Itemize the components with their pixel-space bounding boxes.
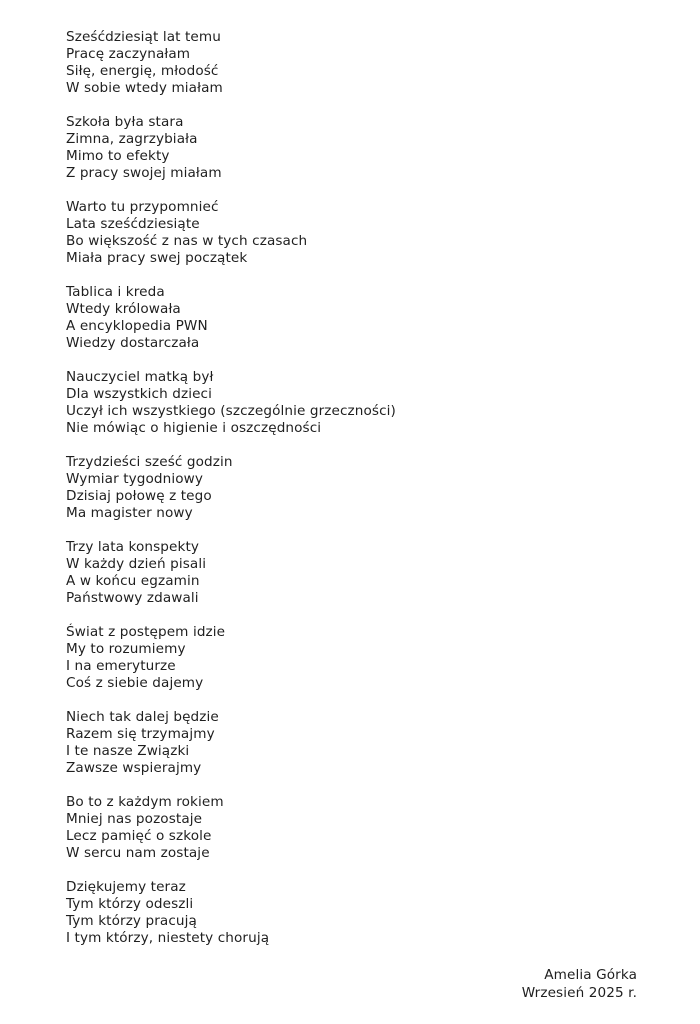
- poem-line: Wiedzy dostarczała: [66, 335, 200, 351]
- poem-line: Miała pracy swej początek: [66, 250, 248, 266]
- poem-line: Nie mówiąc o higienie i oszczędności: [66, 420, 322, 436]
- poem-line: Siłę, energię, młodość: [66, 63, 219, 79]
- poem-line: Lata sześćdziesiąte: [66, 216, 200, 232]
- poem-line: Tym którzy odeszli: [66, 896, 194, 912]
- poem-line: Lecz pamięć o szkole: [66, 828, 212, 844]
- poem-line: Uczył ich wszystkiego (szczególnie grzeczności): [66, 403, 396, 419]
- poem-line: Warto tu przypomnieć: [66, 199, 219, 215]
- poem-line: Mimo to efekty: [66, 148, 170, 164]
- author-name: Amelia Górka: [544, 967, 637, 983]
- signature-block: [522, 966, 637, 1002]
- poem-line: W sercu nam zostaje: [66, 845, 210, 861]
- stanza: [66, 369, 626, 437]
- poem-line: Tym którzy pracują: [66, 913, 197, 929]
- stanza: [66, 114, 626, 182]
- poem-line: Razem się trzymajmy: [66, 726, 215, 742]
- stanza: [66, 29, 626, 97]
- poem-line: I tym którzy, niestety chorują: [66, 930, 270, 946]
- stanza: [66, 794, 626, 862]
- stanza: [66, 284, 626, 352]
- poem-line: Nauczyciel matką był: [66, 369, 214, 385]
- poem-line: Trzydzieści sześć godzin: [66, 454, 233, 470]
- poem: [66, 29, 626, 964]
- poem-line: Wymiar tygodniowy: [66, 471, 204, 487]
- stanza: [66, 709, 626, 777]
- poem-line: Bo to z każdym rokiem: [66, 794, 224, 810]
- poem-line: I na emeryturze: [66, 658, 176, 674]
- stanza: [66, 199, 626, 267]
- poem-line: Dzisiaj połowę z tego: [66, 488, 212, 504]
- poem-line: My to rozumiemy: [66, 641, 186, 657]
- poem-line: W każdy dzień pisali: [66, 556, 207, 572]
- stanza: [66, 454, 626, 522]
- poem-line: Tablica i kreda: [66, 284, 165, 300]
- poem-line: I te nasze Związki: [66, 743, 190, 759]
- poem-line: Pracę zaczynałam: [66, 46, 191, 62]
- poem-line: A w końcu egzamin: [66, 573, 200, 589]
- poem-line: Coś z siebie dajemy: [66, 675, 204, 691]
- poem-line: Ma magister nowy: [66, 505, 193, 521]
- poem-line: Zimna, zagrzybiała: [66, 131, 198, 147]
- poem-line: Bo większość z nas w tych czasach: [66, 233, 308, 249]
- poem-line: W sobie wtedy miałam: [66, 80, 223, 96]
- poem-line: Szkoła była stara: [66, 114, 184, 130]
- poem-line: Wtedy królowała: [66, 301, 181, 317]
- stanza: [66, 539, 626, 607]
- poem-line: Trzy lata konspekty: [66, 539, 200, 555]
- poem-line: Mniej nas pozostaje: [66, 811, 203, 827]
- poem-line: Niech tak dalej będzie: [66, 709, 219, 725]
- poem-line: Państwowy zdawali: [66, 590, 199, 606]
- stanza: [66, 879, 626, 947]
- signature-date: Wrzesień 2025 r.: [521, 985, 637, 1001]
- poem-line: Dla wszystkich dzieci: [66, 386, 213, 402]
- poem-line: Z pracy swojej miałam: [66, 165, 222, 181]
- stanza: [66, 624, 626, 692]
- poem-line: Zawsze wspierajmy: [66, 760, 202, 776]
- poem-line: A encyklopedia PWN: [66, 318, 208, 334]
- poem-line: Świat z postępem idzie: [66, 624, 226, 640]
- poem-line: Sześćdziesiąt lat temu: [66, 29, 221, 45]
- poem-line: Dziękujemy teraz: [66, 879, 186, 895]
